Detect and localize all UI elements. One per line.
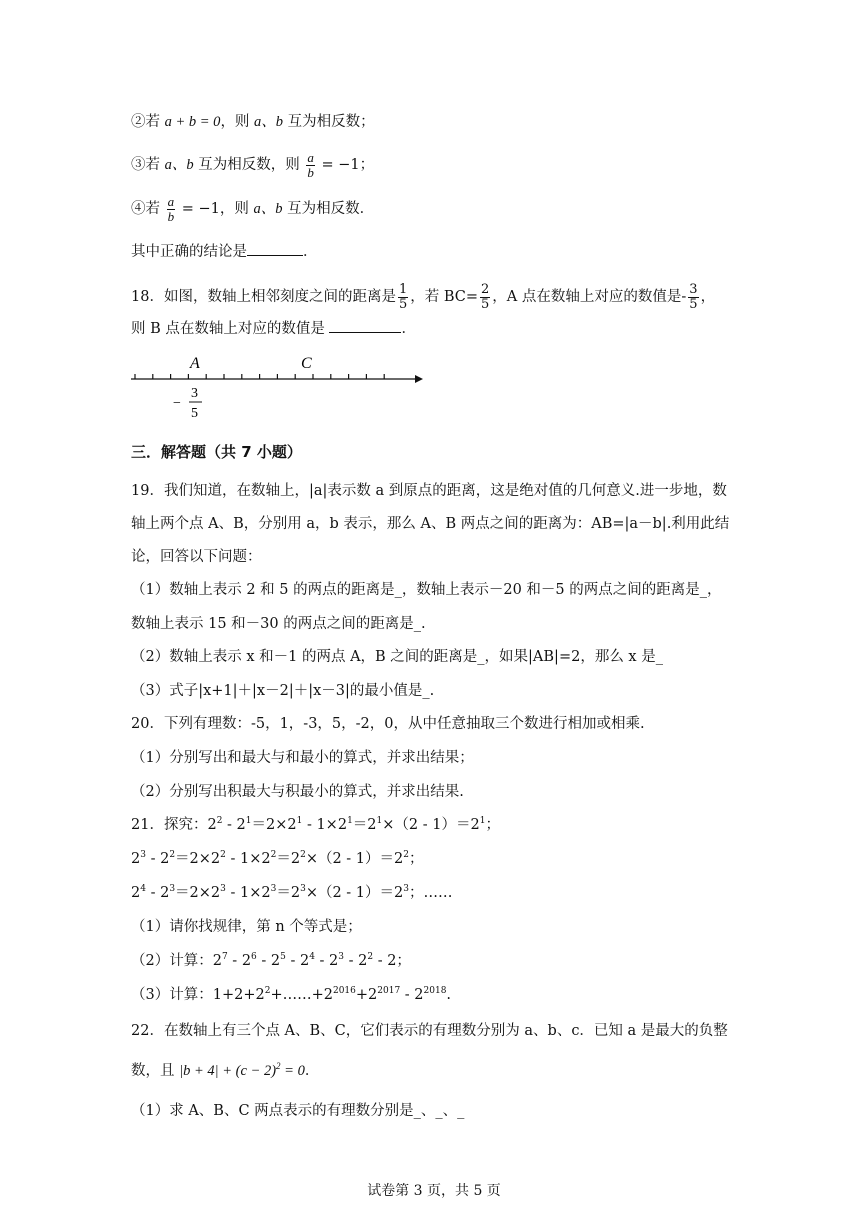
text: 21．探究： [131,817,208,833]
fraction [306,151,315,180]
q17-item-4 [131,192,374,226]
equation-1: $2^2 - 2^1=2\times 2^1 - 1\times 2^1=2^1\times(2 - 1)=2^1$； [207,816,500,833]
q20-line-1: 20．下列有理数：-5，1，-3，5，-2，0，从中任意抽取三个数进行相加或相乘. [131,716,645,732]
q19-part-2: （2）数轴上表示 x 和－1 的两点 A，B 之间的距离是_，如果|AB|=2，那么 x 是_ [131,649,663,665]
text: 则 B 点在数轴上对应的数值是 [131,321,325,337]
section-heading: 三．解答题（共 7 小题） [131,443,302,461]
text: ． [401,321,416,337]
label-c: C [301,355,312,372]
text: 其中正确的结论是 [131,244,247,260]
condition-expr: $|b + 4| + (c - 2)^2 = 0$ [179,1061,305,1079]
math-expr: = −1； [321,157,375,173]
q22-part-1: （1）求 A、B、C 两点表示的有理数分别是_、_、_ [131,1103,465,1119]
q21-part-3 [131,985,451,1005]
fraction [398,283,408,312]
text: 若 [145,157,160,173]
below-denominator: 5 [191,406,198,421]
equation-2: $2^3 - 2^2=2\times 2^2 - 1\times 2^2=2^2\times(2 - 1)=2^2$； [131,850,424,867]
denominator: 5 [689,296,698,312]
denominator: b [307,164,314,180]
denominator: b [167,208,175,224]
answer-blank[interactable] [329,318,401,333]
q19-line-1: 19．我们知道，在数轴上，|a|表示数 a 到原点的距离，这是绝对值的几何意义.进一步地，数 [131,483,727,499]
q19-part-3: （3）式子|x+1|＋|x－2|＋|x－3|的最小值是_. [131,683,435,699]
q21-line-1 [131,815,500,835]
q22-line-2 [131,1061,319,1081]
q17-item-3 [131,148,374,182]
math-vars: a、b [254,114,284,130]
denominator: 5 [398,296,408,312]
text: （2）计算： [131,953,213,969]
text: 数，且 [131,1063,175,1079]
math-expr: a + b = 0 [164,114,221,130]
q21-part-1: （1）请你找规律，第 n 个等式是； [131,919,362,935]
q21-line-2 [131,849,424,869]
q19-line-2: 轴上两个点 A、B，分别用 a，b 表示，那么 A、B 两点之间的距离为：AB=|a－b|.利用此结 [131,516,730,532]
numerator: 1 [398,281,408,297]
q17-conclusion [131,241,318,262]
text: 互为相反数； [287,114,375,130]
text: 若 [145,201,160,217]
q18-line-1 [131,280,715,314]
fraction [167,195,176,224]
q19-line-3: 论，回答以下问题： [131,549,262,565]
text: ，则 [220,114,250,130]
text: 互为相反数，则 [198,157,300,173]
expression-3: $1+2+2^2+\dots\dots+2^{2016}+2^{2017} - 2^{2018}$. [212,986,452,1003]
text: ，A 点在数轴上对应的数值是- [492,289,687,305]
expression-2: $2^7 - 2^6 - 2^5 - 2^4 - 2^3 - 2^2 - 2$； [212,952,411,969]
q17-item-2 [131,112,375,132]
q18-line-2 [131,318,416,339]
number-line-figure [125,350,435,430]
q19-part-1a: （1）数轴上表示 2 和 5 的两点的距离是_，数轴上表示－20 和－5 的两点之间的距离是_， [131,582,722,598]
text: ， [700,289,716,305]
ellipsis: …… [423,885,453,901]
q21-line-3 [131,883,453,903]
below-sign: − [173,396,181,411]
label-a: A [190,355,200,372]
text: 18．如图，数轴上相邻刻度之间的距离是 [131,289,396,305]
text: （3）计算： [131,987,213,1003]
axis-ticks [135,374,384,379]
text: 若 [145,114,160,130]
text: ． [304,1063,320,1079]
q20-part-1: （1）分别写出和最大与和最小的算式，并求出结果； [131,750,474,766]
denominator: 5 [481,296,490,312]
q21-part-2 [131,951,411,971]
numerator: 2 [481,281,490,297]
item-mark: ④ [131,201,146,217]
math-vars: a、b [253,201,283,217]
numerator: a [307,149,314,165]
q19-part-1b: 数轴上表示 15 和－30 的两点之间的距离是_. [131,616,426,632]
numerator: a [167,193,175,209]
math-vars: a、b [164,157,194,173]
below-numerator: 3 [191,386,198,401]
q22-line-1: 22．在数轴上有三个点 A、B、C，它们表示的有理数分别为 a、b、c．已知 a 是最大的负整 [131,1023,728,1039]
text: ． [303,244,318,260]
item-mark: ③ [131,157,146,173]
page-footer: 试卷第 3 页，共 5 页 [367,1183,501,1199]
item-mark: ② [131,114,146,130]
q20-part-2: （2）分别写出积最大与积最小的算式，并求出结果. [131,784,464,800]
text: ，若 BC= [410,289,479,305]
numerator: 3 [689,281,698,297]
text: 互为相反数． [287,201,375,217]
fraction [688,283,698,312]
answer-blank[interactable] [247,241,303,256]
math-expr: = −1，则 [181,201,249,217]
equation-3: $2^4 - 2^3=2\times 2^3 - 1\times 2^3=2^3\times(2 - 1)=2^3$； [131,884,424,901]
axis-arrow [415,375,423,383]
fraction [480,283,490,312]
